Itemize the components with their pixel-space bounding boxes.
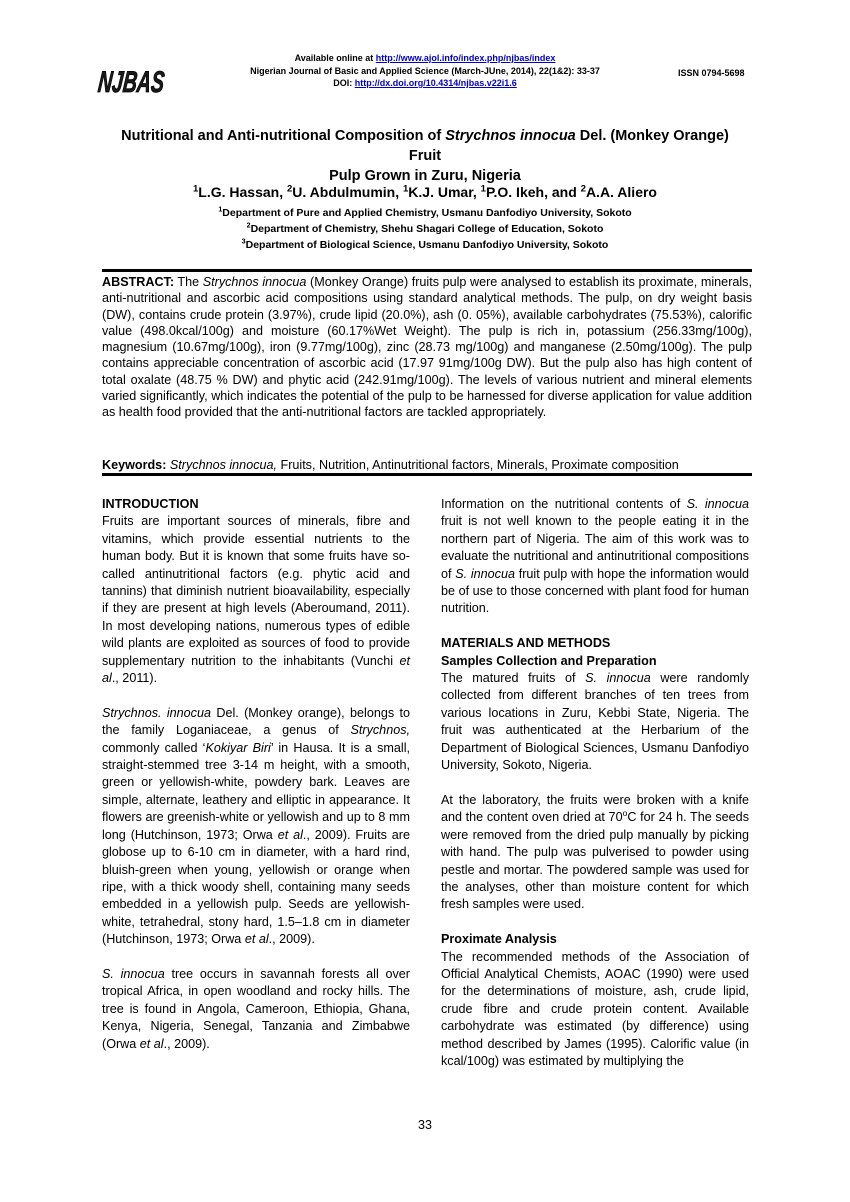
doi-link[interactable]: http://dx.doi.org/10.4314/njbas.v22i1.6 — [354, 78, 517, 88]
affiliation-2: $^2$Department of Chemistry, Shehu Shagari College of Education, Sokoto — [246, 221, 604, 235]
journal-url-link[interactable]: http://www.ajol.info/index.php/njbas/index — [375, 53, 556, 63]
intro-paragraph-1: Fruits are important sources of minerals, fibre and vitamins, which provide essential nutrients to the human body. But it is known that some fruits have so-called antinutritional factors (e.g. phytic acid and tannins) that diminish nutrient bioavailability, especially if they are present at high levels (Aberoumand, 2011). In most developing nations, numerous types of edible wild plants are exploited as sources of food to provide supplementary nutrition to the inhabitants (Vunchi et al., 2011). — [102, 514, 410, 686]
left-column — [102, 496, 410, 1053]
logo-text: NJBAS — [96, 66, 202, 99]
doi-line: DOI: http://dx.doi.org/10.4314/njbas.v22i1.6 — [333, 78, 517, 88]
paper-title: Nutritional and Anti-nutritional Composition of Strychnos innocua Del. (Monkey Orange) Fruit Pulp Grown in Zuru, Nigeria — [121, 128, 729, 184]
keywords: Keywords: Strychnos innocua, Fruits, Nutrition, Antinutritional factors, Minerals, Proximate composition — [102, 458, 679, 472]
methods-paragraph-2: At the laboratory, the fruits were broken with a knife and the content oven dried at 70$^o$C for 24 h. The seeds were removed from the dried pulp manually by picking with hand. The pulp was pulverised to powder using pestle and mortar. The powdered sample was used for the analyses, other than moisture content for which fresh samples were used. — [441, 792, 749, 912]
right-column — [441, 496, 749, 1070]
materials-methods-heading: MATERIALS AND METHODS — [441, 636, 611, 651]
availability-line: Available online at http://www.ajol.info/index.php/njbas/index — [294, 53, 556, 63]
affiliation-3: $^3$Department of Biological Science, Usmanu Danfodiyo University, Sokoto — [241, 237, 609, 251]
methods-paragraph-1: The matured fruits of S. innocua were randomly collected from different branches of ten trees from various locations in Zuru, Kebbi State, Nigeria. The fruit was authenticated at the Herbarium of the Department of Biological Sciences, Usmanu Danfodiyo University, Sokoto, Nigeria. — [441, 671, 750, 773]
intro-paragraph-3: S. innocua tree occurs in savannah forests all over tropical Africa, in open woodland and rocky hills. The tree is found in Angola, Cameroon, Ethiopia, Ghana, Kenya, Nigeria, Senegal, Tanzania and Zimbabwe (Orwa et al., 2009). — [102, 966, 410, 1051]
issn: ISSN 0794-5698 — [678, 68, 745, 78]
affiliation-1: $^1$Department of Pure and Applied Chemistry, Usmanu Danfodiyo University, Sokoto — [218, 205, 632, 219]
abstract-bottom-rule — [102, 473, 752, 476]
proximate-analysis-heading: Proximate Analysis — [441, 932, 557, 947]
journal-citation: Nigerian Journal of Basic and Applied Science (March-JUne, 2014), 22(1&2): 33-37 — [250, 66, 600, 76]
page-number: 33 — [418, 1118, 432, 1132]
abstract-top-rule — [102, 269, 752, 272]
abstract: ABSTRACT: The Strychnos innocua (Monkey Orange) fruits pulp were analysed to establish its proximate, minerals, anti-nutritional and ascorbic acid compositions using standard analytical methods. The pulp, on dry weight basis (DW), contains crude protein (3.97%), crude lipid (20.0%), ash (0. 05%), available carbohydrates (75.53%), calorific value (498.0kcal/100g) and moisture (60.17%Wet Weight). The pulp is rich in, potassium (256.33mg/100g), magnesium (10.67mg/100g), iron (9.77mg/100g), zinc (28.73 mg/100g) and manganese (2.50mg/100g). The pulp contains appreciable concentration of ascorbic acid (17.97 91mg/100g DW). But the pulp also has high content of total oxalate (48.75 % DW) and phytic acid (242.91mg/100g). The levels of various nutrient and mineral elements varied significantly, which indicates the potential of the pulp to be harnessed for diverse application for value addition as health food provided that the anti-nutritional factors are tackled appropriately. — [102, 275, 752, 420]
methods-paragraph-3: The recommended methods of the Association of Official Analytical Chemists, AOAC (1990) were used for the determinations of moisture, ash, crude lipid, crude fibre and crude protein content. Available carbohydrate was estimated (by difference) using method described by James (1995). Calorific value (in kcal/100g) was estimated by multiplying the — [441, 949, 749, 1068]
author-list: $^1$L.G. Hassan, $^2$U. Abdulmumin, $^1$K.J. Umar, $^1$P.O. Ikeh, and $^2$A.A. Aliero — [193, 183, 657, 200]
intro-paragraph-4: Information on the nutritional contents of S. innocua fruit is not well known to the people eating it in the northern part of Nigeria. The aim of this work was to evaluate the nutritional and antinutritional compositions of S. innocua fruit pulp with hope the information would be of use to those concerned with plant food for human nutrition. — [441, 497, 749, 616]
introduction-heading: INTRODUCTION — [102, 497, 199, 511]
intro-paragraph-2: Strychnos. innocua Del. (Monkey orange), belongs to the family Loganiaceae, a genus of Strychnos, commonly called ‘Kokiyar Biri’ in Hausa. It is a small, straight-stemmed tree 3-14 m height, with a smooth, green or yellowish-white, powdery bark. Leaves are simple, alternate, leathery and elliptic in appearance. It flowers are greenish-white or yellowish and up to 8 mm long (Hutchinson, 1973; Orwa et al., 2009). Fruits are globose up to 6-10 cm in diameter, with a hard rind, bluish-green when young, yellowish or orange when ripe, with a thick woody shell, containing many seeds embedded in a yellowish pulp. Seeds are yellowish-white, tetrahedral, stony hard, 1.5–1.8 cm in diameter (Hutchinson, 1973; Orwa et al., 2009). — [102, 705, 410, 947]
sample-collection-heading: Samples Collection and Preparation — [441, 653, 657, 668]
